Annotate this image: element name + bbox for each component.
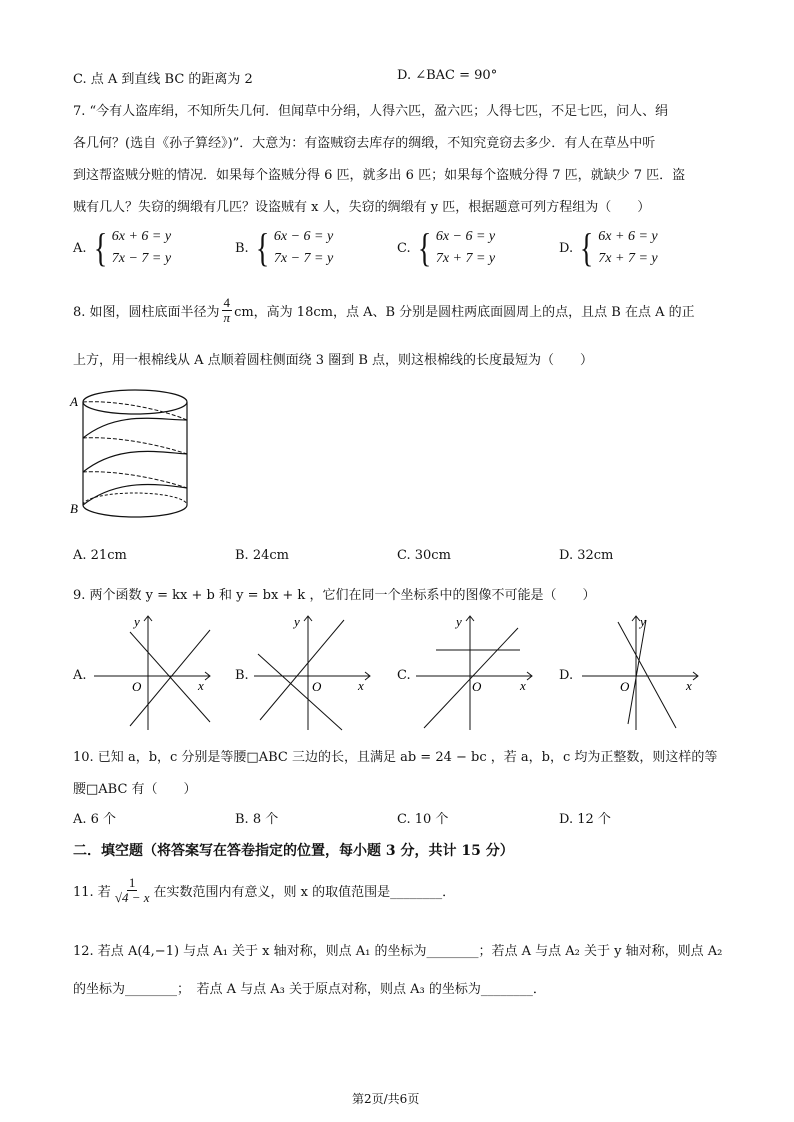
q7-option-c-letter: C. [397, 240, 411, 256]
q7-option-d [559, 226, 658, 270]
q7-d-eq1: 6x + 6 = y [598, 229, 658, 244]
q7-a-eq2: 7x − 7 = y [111, 251, 172, 266]
brace-icon: { [93, 225, 107, 270]
x-axis-label: x [686, 678, 692, 693]
section-heading: 二．填空题（将答案写在答卷指定的位置，每小题 3 分，共计 15 分） [73, 843, 514, 859]
q10-option-b: B. 8 个 [235, 812, 279, 827]
q7-option-d-letter: D. [559, 240, 574, 256]
q10-option-d: D. 12 个 [559, 812, 611, 827]
q7-option-a-letter: A. [73, 240, 87, 256]
q8-frac-den: π [223, 310, 231, 325]
q7-option-b-letter: B. [235, 240, 249, 256]
cylinder-figure [68, 380, 198, 530]
brace-icon: { [255, 225, 270, 270]
q12-line2: 的坐标为________； 若点 A 与点 A₃ 关于原点对称，则点 A₃ 的坐标为________． [73, 982, 546, 997]
q7-line2: 各几何？(选自《孙子算经》)”．大意为：有盗贼窃去库存的绸缎，不知究竟窃去多少．有人在草丛中听 [73, 136, 656, 151]
q10-option-c: C. 10 个 [397, 812, 449, 827]
brace-icon: { [579, 225, 594, 270]
q7-a-eq1: 6x + 6 = y [111, 229, 172, 244]
q12-line1: 12. 若点 A(4,−1) 与点 A₁ 关于 x 轴对称，则点 A₁ 的坐标为________；若点 A 与点 A₂ 关于 y 轴对称，则点 A₂ [73, 944, 723, 959]
q11 [73, 876, 455, 905]
q6-option-d: D. ∠BAC = 90° [397, 68, 498, 83]
q10-line1: 10. 已知 a，b，c 分别是等腰□ABC 三边的长，且满足 ab = 24 − bc ，若 a，b，c 均为正整数，则这样的等 [73, 750, 718, 765]
q8-line1 [73, 296, 695, 325]
x-axis-label: x [358, 678, 364, 693]
q8-line1-a: 8. 如图，圆柱底面半径为 [73, 305, 220, 320]
q8-line1-b: cm，高为 18cm，点 A、B 分别是圆柱两底面圆周上的点，且点 B 在点 A 的正 [234, 305, 695, 320]
q9-label-c: C. [397, 668, 411, 683]
y-axis-label: y [294, 614, 300, 629]
q8-option-b: B. 24cm [235, 548, 289, 563]
q9-graph-d [580, 612, 705, 732]
q10-line2: 腰□ABC 有（ ） [73, 782, 197, 797]
q11-frac-num: 1 [128, 875, 136, 890]
y-axis-label: y [640, 614, 646, 629]
q10-option-a: A. 6 个 [73, 812, 117, 827]
q7-d-eq2: 7x + 7 = y [598, 251, 658, 266]
q8-option-d: D. 32cm [559, 548, 614, 563]
q11-frac-den: √4 − x [114, 890, 150, 905]
point-a-label: A [70, 394, 78, 409]
q8-line2: 上方，用一根棉线从 A 点顺着圆柱侧面绕 3 圈到 B 点，则这根棉线的长度最短为（ ） [73, 353, 594, 368]
q8-option-a: A. 21cm [73, 548, 127, 563]
origin-label: O [472, 679, 482, 694]
brace-icon: { [417, 225, 431, 270]
origin-label: O [620, 679, 630, 694]
q7-line1: 7. “今有人盗库绢，不知所失几何．但闻草中分绢，人得六匹，盈六匹；人得七匹，不足七匹，问人、绢 [73, 104, 669, 119]
q7-c-eq2: 7x + 7 = y [435, 251, 496, 266]
q9-graph-c [414, 612, 539, 732]
q7-c-eq1: 6x − 6 = y [435, 229, 496, 244]
q11-prefix: 11. 若 [73, 885, 111, 900]
page-number: 第2页/共6页 [352, 1092, 420, 1106]
q8-frac-num: 4 [223, 295, 231, 310]
q7-b-eq2: 7x − 7 = y [273, 251, 334, 266]
q9-stem: 9. 两个函数 y = kx + b 和 y = bx + k ，它们在同一个坐标系中的图像不可能是（ ） [73, 588, 596, 603]
q7-b-eq1: 6x − 6 = y [273, 229, 334, 244]
q9-label-d: D. [559, 668, 574, 683]
q8-fraction [222, 296, 233, 325]
q7-line4: 贼有几人？失窃的绸缎有几匹？设盗贼有 x 人，失窃的绸缎有 y 匹，根据题意可列方程组为（ ） [73, 200, 651, 215]
q9-graph-b [252, 612, 377, 732]
y-axis-label: y [134, 614, 140, 629]
q11-fraction [113, 876, 152, 905]
point-b-label: B [70, 501, 78, 516]
q9-graph-a [92, 612, 217, 732]
x-axis-label: x [520, 678, 526, 693]
q7-option-a [73, 226, 171, 270]
q7-option-c [397, 226, 495, 270]
q7-option-b [235, 226, 333, 270]
origin-label: O [132, 679, 142, 694]
q9-label-a: A. [73, 668, 87, 683]
x-axis-label: x [198, 678, 204, 693]
origin-label: O [312, 679, 322, 694]
q8-option-c: C. 30cm [397, 548, 451, 563]
q7-line3: 到这帮盗贼分赃的情况．如果每个盗贼分得 6 匹，就多出 6 匹；如果每个盗贼分得 7 匹，就缺少 7 匹．盗 [73, 168, 686, 183]
q9-label-b: B. [235, 668, 249, 683]
y-axis-label: y [456, 614, 462, 629]
q6-option-c: C. 点 A 到直线 BC 的距离为 2 [73, 72, 253, 87]
q11-suffix: 在实数范围内有意义，则 x 的取值范围是________． [153, 885, 456, 900]
